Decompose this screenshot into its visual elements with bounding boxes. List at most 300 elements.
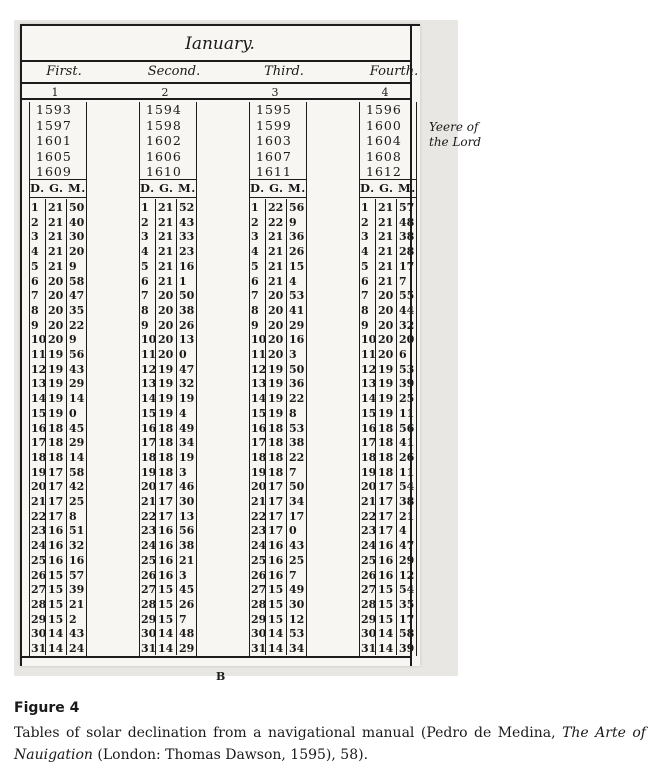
degrees-cell: 17 (378, 480, 394, 494)
degrees-cell: 21 (48, 245, 64, 259)
day-cell: 9 (31, 318, 39, 332)
degrees-cell: 17 (378, 495, 394, 508)
day-cell: 12 (141, 362, 157, 376)
minutes-cell: 8 (69, 509, 77, 523)
minutes-cell: 6 (399, 348, 407, 361)
minutes-cell: 25 (69, 495, 85, 508)
minutes-cell: 38 (399, 495, 415, 508)
column-rule (416, 102, 417, 656)
day-cell: 19 (31, 465, 47, 479)
degrees-cell: 15 (378, 583, 394, 597)
minutes-cell: 54 (399, 480, 415, 494)
degrees-cell: 17 (268, 509, 284, 523)
degrees-cell: 14 (48, 627, 64, 641)
minutes-cell: 42 (69, 480, 85, 494)
day-cell: 12 (31, 362, 47, 376)
day-cell: 29 (251, 612, 267, 626)
day-cell: 15 (141, 406, 157, 420)
column-heading: Third. (264, 64, 304, 79)
degrees-cell: 17 (378, 509, 394, 523)
minutes-cell: 58 (399, 627, 415, 641)
degrees-cell: 19 (378, 377, 394, 391)
degrees-cell: 18 (48, 450, 64, 464)
day-cell: 3 (31, 230, 39, 244)
degrees-cell: 15 (48, 568, 64, 582)
minutes-cell: 25 (289, 553, 305, 567)
day-cell: 23 (31, 524, 47, 538)
minutes-cell: 49 (179, 421, 195, 435)
degrees-cell: 15 (268, 583, 284, 597)
day-cell: 27 (361, 583, 377, 597)
year-entry: 1598 (146, 117, 182, 133)
degrees-cell: 21 (268, 274, 284, 288)
degrees-cell: 18 (268, 436, 284, 450)
degrees-cell: 16 (268, 553, 284, 567)
minutes-cell: 50 (289, 362, 305, 376)
degrees-cell: 14 (158, 642, 174, 655)
figure-caption (14, 722, 646, 766)
minutes-cell: 33 (179, 230, 195, 244)
minutes-cell: 12 (289, 612, 305, 626)
minutes-cell: 34 (289, 495, 305, 508)
figure-label: Figure 4 (14, 700, 80, 716)
day-cell: 9 (141, 318, 149, 332)
degrees-cell: 16 (158, 568, 174, 582)
day-cell: 10 (31, 333, 47, 347)
day-cell: 23 (141, 524, 157, 538)
month-title: Ianuary. (185, 34, 255, 54)
degrees-cell: 17 (48, 465, 64, 479)
degrees-cell: 21 (158, 259, 174, 273)
degrees-cell: 20 (158, 333, 174, 347)
degrees-cell: 20 (378, 318, 394, 332)
minutes-cell: 22 (69, 318, 85, 332)
minutes-cell: 58 (69, 274, 85, 288)
minutes-cell: 48 (179, 627, 195, 641)
degrees-cell: 20 (378, 333, 394, 347)
column-rule (286, 199, 287, 655)
heading-rule (20, 82, 412, 84)
day-cell: 31 (141, 642, 157, 655)
degrees-cell: 20 (48, 289, 64, 303)
day-cell: 24 (361, 539, 377, 553)
minutes-cell: 17 (289, 509, 305, 523)
day-cell: 13 (141, 377, 157, 391)
day-cell: 20 (251, 480, 267, 494)
number-rule (20, 98, 412, 100)
degrees-cell: 19 (48, 362, 64, 376)
minutes-cell: 7 (179, 612, 187, 626)
day-cell: 29 (141, 612, 157, 626)
year-entry: 1606 (146, 148, 182, 164)
degrees-cell: 21 (48, 259, 64, 273)
degrees-cell: 16 (158, 524, 174, 538)
minutes-cell: 8 (289, 406, 297, 420)
column-heading: First. (46, 64, 82, 79)
day-cell: 1 (251, 201, 259, 214)
day-cell: 10 (141, 333, 157, 347)
day-cell: 27 (141, 583, 157, 597)
degrees-cell: 19 (48, 406, 64, 420)
day-cell: 15 (361, 406, 377, 420)
degrees-cell: 19 (158, 406, 174, 420)
degrees-cell: 21 (268, 245, 284, 259)
degrees-cell: 16 (378, 568, 394, 582)
degrees-cell: 19 (158, 362, 174, 376)
degrees-cell: 21 (158, 230, 174, 244)
day-cell: 2 (141, 215, 149, 229)
minutes-cell: 32 (399, 318, 415, 332)
day-cell: 23 (251, 524, 267, 538)
minutes-cell: 56 (179, 524, 195, 538)
column-rule (196, 102, 197, 656)
day-cell: 7 (251, 289, 259, 303)
minutes-cell: 54 (399, 583, 415, 597)
day-cell: 26 (141, 568, 157, 582)
column-heading: Second. (147, 64, 201, 79)
day-cell: 26 (251, 568, 267, 582)
minutes-cell: 47 (69, 289, 85, 303)
day-cell: 10 (361, 333, 377, 347)
degrees-cell: 17 (268, 480, 284, 494)
minutes-cell: 48 (399, 215, 415, 229)
day-cell: 8 (251, 303, 259, 317)
minutes-cell: 57 (399, 201, 415, 214)
degrees-cell: 20 (48, 318, 64, 332)
day-cell: 4 (251, 245, 259, 259)
column-number: 4 (381, 86, 389, 99)
degrees-cell: 21 (158, 245, 174, 259)
day-cell: 13 (361, 377, 377, 391)
day-cell: 26 (361, 568, 377, 582)
degrees-cell: 15 (268, 612, 284, 626)
minutes-cell: 56 (289, 201, 305, 214)
day-cell: 18 (141, 450, 157, 464)
minutes-cell: 53 (399, 362, 415, 376)
minutes-cell: 26 (179, 318, 195, 332)
degrees-cell: 15 (378, 597, 394, 611)
day-cell: 6 (141, 274, 149, 288)
day-cell: 21 (141, 495, 157, 508)
day-cell: 14 (361, 392, 377, 406)
degrees-cell: 20 (48, 274, 64, 288)
minutes-cell: 30 (289, 597, 305, 611)
degrees-cell: 21 (158, 201, 174, 214)
minutes-cell: 11 (399, 465, 415, 479)
dgm-header: D. G. M. (30, 181, 86, 195)
minutes-cell: 0 (179, 348, 187, 361)
degrees-cell: 16 (48, 553, 64, 567)
column-rule (396, 199, 397, 655)
degrees-cell: 19 (268, 392, 284, 406)
minutes-cell: 40 (69, 215, 85, 229)
dgm-header: D. G. M. (140, 181, 196, 195)
minutes-cell: 16 (179, 259, 195, 273)
caption-text-start: Tables of solar declination from a navigational manual (Pedro de Medina, (14, 725, 563, 741)
day-cell: 18 (251, 450, 267, 464)
degrees-cell: 17 (268, 495, 284, 508)
minutes-cell: 32 (69, 539, 85, 553)
degrees-cell: 20 (48, 303, 64, 317)
year-entry: 1602 (146, 133, 182, 149)
day-cell: 8 (361, 303, 369, 317)
day-cell: 7 (141, 289, 149, 303)
dgm-rule (29, 197, 87, 198)
degrees-cell: 17 (158, 495, 174, 508)
minutes-cell: 55 (399, 289, 415, 303)
degrees-cell: 20 (268, 348, 284, 361)
minutes-cell: 53 (289, 289, 305, 303)
caption-book-title: The Arte of Nauigation (14, 725, 646, 763)
day-cell: 1 (31, 201, 39, 214)
minutes-cell: 29 (289, 318, 305, 332)
caption-text-end: (London: Thomas Dawson, 1595), 58). (92, 747, 369, 763)
degrees-cell: 16 (48, 539, 64, 553)
minutes-cell: 34 (289, 642, 305, 655)
degrees-cell: 18 (48, 436, 64, 450)
minutes-cell: 21 (69, 597, 85, 611)
day-cell: 11 (141, 348, 157, 361)
day-cell: 15 (31, 406, 47, 420)
minutes-cell: 3 (289, 348, 297, 361)
day-cell: 16 (361, 421, 377, 435)
degrees-cell: 21 (268, 230, 284, 244)
degrees-cell: 20 (48, 333, 64, 347)
years-rule (359, 179, 417, 180)
degrees-cell: 19 (268, 362, 284, 376)
degrees-cell: 14 (158, 627, 174, 641)
minutes-cell: 26 (289, 245, 305, 259)
day-cell: 16 (141, 421, 157, 435)
day-cell: 13 (251, 377, 267, 391)
column-number: 1 (51, 86, 59, 99)
minutes-cell: 16 (69, 553, 85, 567)
year-entry: 1599 (256, 117, 292, 133)
day-cell: 20 (31, 480, 47, 494)
years-rule (29, 179, 87, 180)
years-rule (249, 179, 307, 180)
day-cell: 21 (31, 495, 47, 508)
degrees-cell: 18 (48, 421, 64, 435)
degrees-cell: 17 (158, 509, 174, 523)
year-entry: 1604 (366, 133, 402, 149)
degrees-cell: 14 (268, 627, 284, 641)
degrees-cell: 19 (378, 406, 394, 420)
minutes-cell: 28 (399, 245, 415, 259)
title-rule (20, 60, 412, 62)
minutes-cell: 7 (289, 465, 297, 479)
minutes-cell: 15 (289, 259, 305, 273)
minutes-cell: 46 (179, 480, 195, 494)
day-cell: 8 (141, 303, 149, 317)
minutes-cell: 1 (179, 274, 187, 288)
minutes-cell: 22 (289, 392, 305, 406)
day-cell: 1 (361, 201, 369, 214)
minutes-cell: 13 (179, 509, 195, 523)
degrees-cell: 18 (158, 465, 174, 479)
day-cell: 28 (361, 597, 377, 611)
day-cell: 24 (31, 539, 47, 553)
declination-table (20, 24, 482, 683)
degrees-cell: 16 (268, 568, 284, 582)
minutes-cell: 9 (69, 259, 77, 273)
minutes-cell: 21 (179, 553, 195, 567)
day-cell: 31 (31, 642, 47, 655)
dgm-header: D. G. M. (250, 181, 306, 195)
degrees-cell: 18 (158, 450, 174, 464)
day-cell: 13 (31, 377, 47, 391)
day-cell: 3 (251, 230, 259, 244)
degrees-cell: 15 (48, 583, 64, 597)
minutes-cell: 11 (399, 406, 415, 420)
degrees-cell: 19 (378, 362, 394, 376)
degrees-cell: 18 (268, 421, 284, 435)
day-cell: 17 (251, 436, 267, 450)
day-cell: 14 (251, 392, 267, 406)
day-cell: 5 (361, 259, 369, 273)
minutes-cell: 35 (69, 303, 85, 317)
degrees-cell: 16 (378, 539, 394, 553)
left-rule (20, 24, 22, 666)
degrees-cell: 18 (378, 436, 394, 450)
minutes-cell: 29 (69, 436, 85, 450)
minutes-cell: 22 (289, 450, 305, 464)
years-rule (139, 179, 197, 180)
minutes-cell: 26 (179, 597, 195, 611)
day-cell: 6 (251, 274, 259, 288)
degrees-cell: 19 (158, 392, 174, 406)
degrees-cell: 15 (48, 612, 64, 626)
degrees-cell: 15 (158, 597, 174, 611)
day-cell: 31 (251, 642, 267, 655)
year-entry: 1603 (256, 133, 292, 149)
minutes-cell: 39 (69, 583, 85, 597)
degrees-cell: 21 (48, 201, 64, 214)
degrees-cell: 21 (158, 215, 174, 229)
degrees-cell: 20 (378, 348, 394, 361)
day-cell: 25 (31, 553, 47, 567)
day-cell: 22 (31, 509, 47, 523)
day-cell: 26 (31, 568, 47, 582)
column-rule (176, 199, 177, 655)
year-entry: 1612 (366, 164, 402, 180)
day-cell: 16 (251, 421, 267, 435)
dgm-rule (139, 197, 197, 198)
day-cell: 12 (361, 362, 377, 376)
minutes-cell: 50 (69, 201, 85, 214)
degrees-cell: 20 (268, 289, 284, 303)
year-entry: 1608 (366, 148, 402, 164)
day-cell: 30 (141, 627, 157, 641)
day-cell: 20 (141, 480, 157, 494)
degrees-cell: 21 (378, 259, 394, 273)
day-cell: 21 (361, 495, 377, 508)
day-cell: 23 (361, 524, 377, 538)
degrees-cell: 18 (268, 450, 284, 464)
degrees-cell: 21 (378, 201, 394, 214)
scanned-page (14, 20, 482, 683)
minutes-cell: 4 (399, 524, 407, 538)
dgm-header: D. G. M. (360, 181, 416, 195)
column-number: 2 (161, 86, 169, 99)
day-cell: 19 (361, 465, 377, 479)
minutes-cell: 39 (399, 377, 415, 391)
degrees-cell: 19 (48, 392, 64, 406)
minutes-cell: 43 (69, 362, 85, 376)
minutes-cell: 14 (69, 450, 85, 464)
degrees-cell: 21 (48, 230, 64, 244)
degrees-cell: 17 (48, 480, 64, 494)
degrees-cell: 19 (158, 377, 174, 391)
minutes-cell: 20 (399, 333, 415, 347)
minutes-cell: 20 (69, 245, 85, 259)
minutes-cell: 19 (179, 392, 195, 406)
day-cell: 29 (31, 612, 47, 626)
degrees-cell: 20 (268, 303, 284, 317)
degrees-cell: 17 (268, 524, 284, 538)
degrees-cell: 18 (378, 450, 394, 464)
day-cell: 2 (31, 215, 39, 229)
column-heading: Fourth. (369, 64, 419, 79)
day-cell: 31 (361, 642, 377, 655)
year-entry: 1605 (36, 148, 72, 164)
day-cell: 7 (361, 289, 369, 303)
day-cell: 24 (251, 539, 267, 553)
minutes-cell: 50 (179, 289, 195, 303)
day-cell: 22 (141, 509, 157, 523)
year-entry: 1597 (36, 117, 72, 133)
day-cell: 5 (251, 259, 259, 273)
year-entry: 1611 (256, 164, 292, 180)
minutes-cell: 0 (69, 406, 77, 420)
year-entry: 1600 (366, 117, 402, 133)
day-cell: 19 (141, 465, 157, 479)
day-cell: 20 (361, 480, 377, 494)
page-signature-mark: B (216, 670, 226, 683)
degrees-cell: 15 (158, 583, 174, 597)
minutes-cell: 13 (179, 333, 195, 347)
day-cell: 30 (361, 627, 377, 641)
year-entry: 1595 (256, 102, 292, 117)
degrees-cell: 18 (158, 436, 174, 450)
minutes-cell: 38 (399, 230, 415, 244)
degrees-cell: 17 (48, 495, 64, 508)
day-cell: 11 (31, 348, 47, 361)
day-cell: 30 (251, 627, 267, 641)
degrees-cell: 14 (268, 642, 284, 655)
degrees-cell: 21 (158, 274, 174, 288)
day-cell: 9 (251, 318, 259, 332)
minutes-cell: 17 (399, 612, 415, 626)
day-cell: 11 (361, 348, 377, 361)
day-cell: 17 (141, 436, 157, 450)
day-cell: 15 (251, 406, 267, 420)
day-cell: 21 (251, 495, 267, 508)
day-cell: 25 (251, 553, 267, 567)
minutes-cell: 19 (179, 450, 195, 464)
day-cell: 28 (141, 597, 157, 611)
day-cell: 27 (251, 583, 267, 597)
minutes-cell: 3 (179, 568, 187, 582)
degrees-cell: 19 (268, 377, 284, 391)
day-cell: 6 (361, 274, 369, 288)
day-cell: 4 (141, 245, 149, 259)
minutes-cell: 57 (69, 568, 85, 582)
degrees-cell: 21 (48, 215, 64, 229)
degrees-cell: 18 (268, 465, 284, 479)
side-label-line-1: Yeere of (429, 120, 479, 134)
degrees-cell: 21 (378, 245, 394, 259)
